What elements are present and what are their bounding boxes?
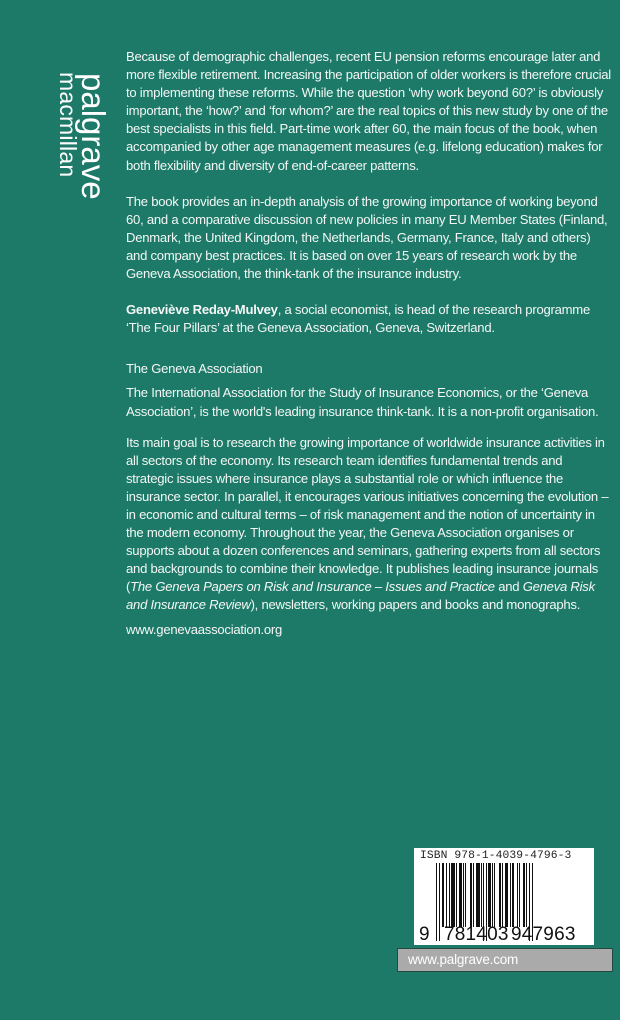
journal-title-1: The Geneva Papers on Risk and Insurance – Issues and Practice [130,579,495,595]
barcode-bar [519,863,520,927]
barcode-bar [442,863,444,927]
logo-palgrave: palgrave [75,73,112,200]
barcode-bar [512,863,514,927]
barcode-bar [523,863,525,927]
association-paragraph-2-end: ), newsletters, working papers and books and monographs. [250,597,581,613]
barcode-bar [446,863,447,927]
barcode-bar [502,863,503,927]
barcode-bar [494,863,495,927]
logo-macmillan: macmillan [55,72,81,178]
barcode-bar [476,863,479,927]
barcode-digits-left: 781403 [444,924,509,945]
barcode-bar [465,863,466,927]
barcode-bar [488,863,490,927]
barcode-bar [517,863,518,927]
author-bio-text: , a social economist, is head of the research programme ‘The Four Pillars’ at the Geneva Association, Geneva, Switzerland. [126,302,590,336]
isbn-barcode [414,848,594,945]
barcode-bar [473,863,474,927]
barcode-bar [470,863,472,927]
barcode-bar [451,863,454,927]
journal-title-2: Geneva Risk and Insurance Review [126,579,595,613]
barcode-digits-right: 947963 [511,924,576,945]
barcode-bar [463,863,464,927]
barcode-bar [456,863,457,927]
barcode-digit-first: 9 [419,924,430,945]
publisher-logo [48,72,110,222]
author-bio [126,301,612,337]
association-title: The Geneva Association [126,361,263,377]
author-name: Geneviève Reday-Mulvey [126,302,278,318]
association-website[interactable]: www.genevaassociation.org [126,621,283,637]
blurb-paragraph-2: The book provides an in-depth analysis of the growing importance of working beyond 60, and a comparative discussion of new policies in many EU Member States (Finland, Denmark, the United Kingdom, the Netherlands, Germany, France, Italy and others) and company best practices. It is based on over 15 years of research work by the Geneva Association, the think-tank of the insurance industry. [126,193,608,282]
barcode-bar [505,863,508,927]
barcode-bar [499,863,501,927]
publisher-url[interactable]: www.palgrave.com [397,948,613,972]
blurb-paragraph-1: Because of demographic challenges, recent EU pension reforms encourage later and more flexible retirement. Increasing the participation of older workers is therefore crucial to implementing these reforms. While the question ‘why work beyond 60?’ is obviously important, the ‘how?’ and ‘for whom?’ are the real topics of this new study by one of the best specialists in this field. Part-time work after 60, the main focus of the book, when accompanied by other age management measures (e.g. lifelong education) makes for both flexibility and diversity of end-of-career patterns. [126,49,611,173]
isbn-label: ISBN 978-1-4039-4796-3 [420,850,572,862]
barcode-bar [481,863,482,927]
barcode-bar [459,863,461,927]
association-paragraph-2-text: Its main goal is to research the growing importance of worldwide insurance activities in all sectors of the economy. Its research team identifies fundamental trends and strategic issues where insurance plays a substantial role or which influence the insurance sector. In parallel, it encourages various initiatives concerning the evolution – in economic and cultural terms – of risk management and the notion of uncertainty in the modern economy. Throughout the year, the Geneva Association organises or supports about a dozen conferences and seminars, gathering experts from all sectors and backgrounds to combine their knowledge. It publishes leading insurance journals ( [126,434,609,595]
barcode-bar [510,863,511,927]
association-paragraph-2 [126,434,612,615]
barcode-bar [492,863,493,927]
association-paragraph-1: The International Association for the Study of Insurance Economics, or the ‘Geneva Association’, is the world's leading insurance think-tank. It is a non-profit organisation. [126,385,599,419]
barcode-digits [414,925,594,945]
journal-connector: and [494,579,523,595]
back-cover-text [126,48,612,639]
barcode-bar [526,863,527,927]
barcode-bar [449,863,450,927]
